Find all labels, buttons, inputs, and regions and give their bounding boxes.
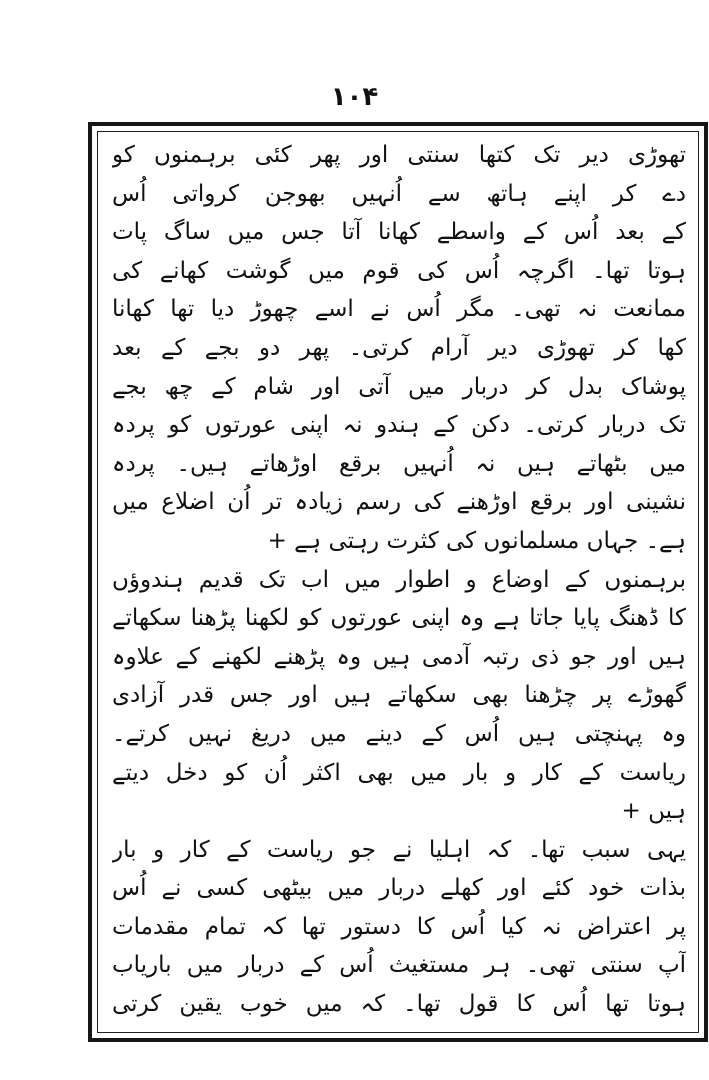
text-line: برہمنوں کے اوضاع و اطوار میں اب تک قدیم ہندوؤں [112,566,686,593]
text-line: ہوتا تھا۔ اگرچہ اُس کی قوم میں گوشت کھانے کی [112,257,686,284]
text-line: کا ڈھنگ پایا جاتا ہے وہ اپنی عورتوں کو لکھنا پڑھنا سکھاتے [112,605,686,632]
paragraph-1 [112,136,686,561]
text-line: پوشاک بدل کر دربار میں آتی اور شام کے چھ بجے [112,373,686,400]
text-line: تھوڑی دیر تک کتھا سنتی اور پھر کئی برہمنوں کو [112,142,686,168]
text-line: کے بعد اُس کے واسطے کھانا آتا جس میں ساگ پات [112,219,686,246]
text-line: بذات خود کئے اور کھلے دربار میں بیٹھی کسی نے اُس [112,875,686,902]
text-line: یہی سبب تھا۔ کہ اہلیا نے جو ریاست کے کار و بار [112,836,686,863]
page-number: ۱۰۴ [330,82,379,112]
text-line: میں بٹھاتے ہیں نہ اُنہیں برقع اوڑھاتے ہیں۔ پردہ [112,450,686,477]
text-line: گھوڑے پر چڑھنا بھی سکھاتے ہیں اور جس قدر آزادی [112,682,686,709]
text-line: تک دربار کرتی۔ دکن کے ہندو نہ اپنی عورتوں کو پردہ [112,412,686,439]
text-line: ہوتا تھا اُس کا قول تھا۔ کہ میں خوب یقین کرتی [112,991,686,1018]
paragraph-2 [112,561,686,831]
text-line: ممانعت نہ تھی۔ مگر اُس نے اسے چھوڑ دیا تھا کھانا [112,296,686,323]
text-line: کھا کر تھوڑی دیر آرام کرتی۔ پھر دو بجے کے بعد [112,334,686,361]
paragraph-3 [112,831,686,1024]
text-line: ہے۔ جہاں مسلمانوں کی کثرت رہتی ہے + [267,527,686,554]
text-line: وہ پہنچتی ہیں اُس کے دینے میں دریغ نہیں کرتے۔ [112,720,686,747]
text-frame [88,122,708,1042]
text-line: ریاست کے کار و بار میں بھی اکثر اُن کو دخل دیتے [112,759,686,786]
page-text [112,136,686,1024]
text-line: آپ سنتی تھی۔ ہر مستغیث اُس کے دربار میں باریاب [112,952,686,979]
text-line: ہیں اور جو ذی رتبہ آدمی ہیں وہ پڑھنے لکھنے کے علاوہ [112,643,686,670]
text-line: نشینی اور برقع اوڑھنے کی رسم زیادہ تر اُن اضلاع میں [112,489,686,516]
text-line: دے کر اپنے ہاتھ سے اُنہیں بھوجن کرواتی اُس [112,180,686,207]
text-line: پر اعتراض نہ کیا اُس کا دستور تھا کہ تمام مقدمات [112,913,686,940]
text-line: ہیں + [621,798,686,825]
